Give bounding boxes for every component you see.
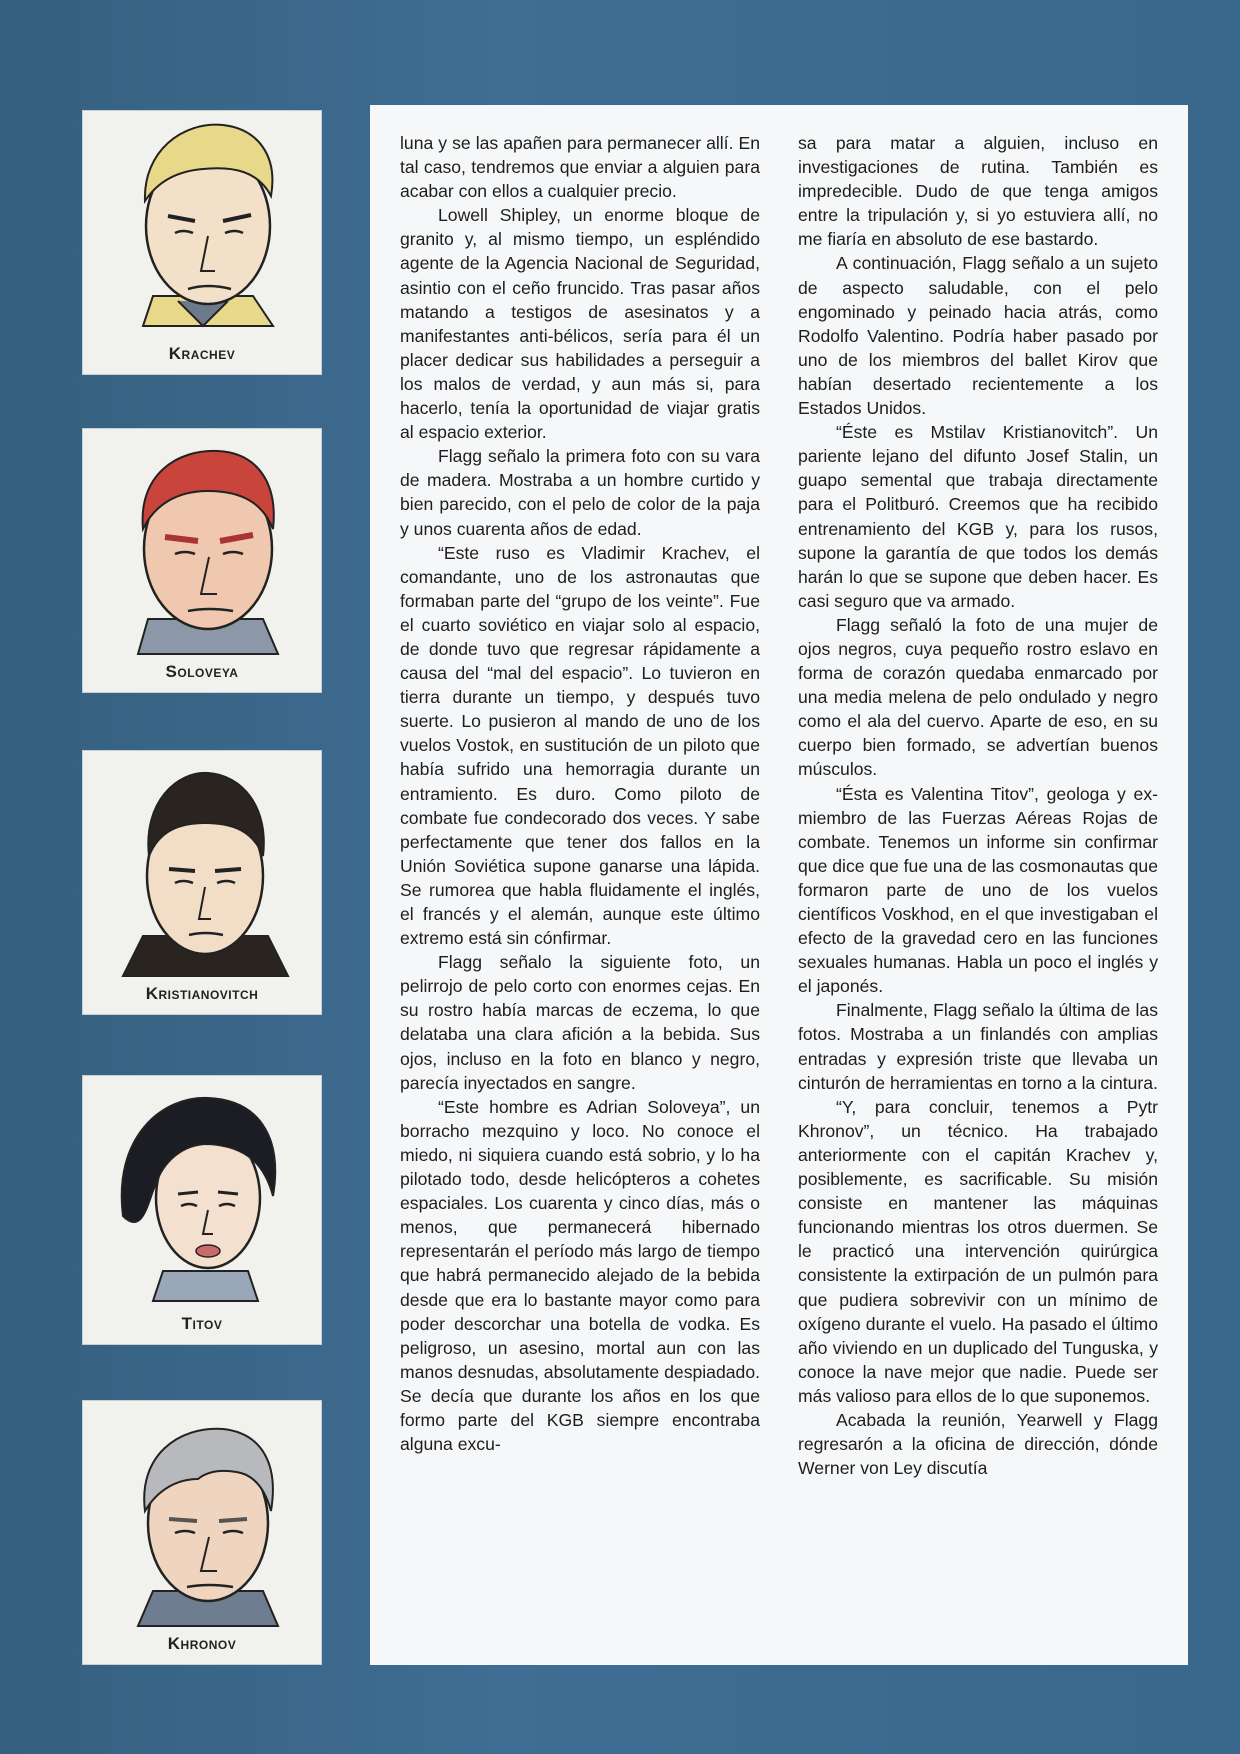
paragraph: sa para matar a alguien, incluso en investigaciones de rutina. También es impredecible. Dudo de que tenga amigos entre la tripulación y, si yo estuviera allí, no me fiaría en absoluto de ese bastardo. xyxy=(798,133,1158,250)
portrait-krachev xyxy=(82,110,322,375)
kristianovitch-face-illustration xyxy=(83,751,323,981)
portrait-soloveya xyxy=(82,428,322,693)
soloveya-face-illustration xyxy=(83,429,323,659)
paragraph: “Éste es Mstilav Kristianovitch”. Un pariente lejano del difunto Josef Stalin, un guapo semental que trabaja directamente para el Politburó. Creemos que ha recibido entrenamiento del KGB y, para los rusos, supone la garantía de que todos los demás harán lo que se supone que deben hacer. Es casi seguro que va armado. xyxy=(798,422,1158,611)
portrait-khronov xyxy=(82,1400,322,1665)
paragraph: A continuación, Flagg señalo a un sujeto de aspecto saludable, con el pelo engominado y peinado hacia atrás, como Rodolfo Valentino. Podría haber pasado por uno de los miembros del ballet Kirov que habían desertado recientemente a los Estados Unidos. xyxy=(798,253,1158,419)
portrait-kristianovitch xyxy=(82,750,322,1015)
portrait-name-khronov: Khronov xyxy=(167,1634,237,1653)
paragraph: “Y, para concluir, tenemos a Pytr Khronov”, un técnico. Ha trabajado anteriormente con el capitán Krachev y, posiblemente, es sacrificable. Su misión consiste en mantener las máquinas funcionando mientras los otros duermen. Se le practicó una intervención quirúrgica consistente la extirpación de un pulmón para que pudiera sobrevivir con un mínimo de oxígeno durante el vuelo. Ha pasado el último año viviendo en un duplicado del Tunguska, y conoce la nave mejor que nadie. Puede ser más valioso para ellos de lo que suponemos. xyxy=(798,1096,1158,1406)
portrait-name-titov: Titov xyxy=(181,1314,223,1333)
article-text-panel xyxy=(370,105,1188,1665)
paragraph: Finalmente, Flagg señalo la última de las fotos. Mostraba a un finlandés con amplias entradas y expresión triste que llevaba un cinturón de herramientas en torno a la cintura. xyxy=(798,1000,1158,1093)
paragraph: Flagg señaló la foto de una mujer de ojos negros, cuya pequeño rostro eslavo en forma de corazón quedaba enmarcado por una media melena de pelo ondulado y negro como el ala del cuervo. Aparte de eso, en su cuerpo bien formado, se advertían buenos músculos. xyxy=(798,614,1158,780)
text-column-left xyxy=(400,131,760,1645)
paragraph: Flagg señalo la primera foto con su vara de madera. Mostraba a un hombre curtido y bien parecido, con el pelo de color de la paja y unos cuarenta años de edad. xyxy=(400,446,760,539)
portrait-titov xyxy=(82,1075,322,1345)
paragraph: Lowell Shipley, un enorme bloque de granito y, al mismo tiempo, un espléndido agente de la Agencia Nacional de Seguridad, asintio con el ceño fruncido. Tras pasar años matando a testigos de asesinatos y a manifestantes anti-bélicos, sería para él un placer dedicar sus habilidades a perseguir a los malos de verdad, y aun más si, para hacerlo, tenía la oportunidad de viajar gratis al espacio exterior. xyxy=(400,205,760,443)
paragraph: “Ésta es Valentina Titov”, geologa y ex-miembro de las Fuerzas Aéreas Rojas de combate. Tenemos un informe sin confirmar que dice que fue una de las cosmonautas que formaron parte de uno de los vuelos científicos Voskhod, en el que investigaban el efecto de la gravedad cero en las funciones sexuales humanas. Habla un poco el inglés y el japonés. xyxy=(798,783,1158,997)
paragraph: “Este ruso es Vladimir Krachev, el comandante, uno de los astronautas que formaban parte del “grupo de los veinte”. Fue el cuarto soviético en viajar solo al espacio, de donde tuvo que regresar rápidamente a causa del “mal del espacio”. Lo tuvieron en tierra durante un tiempo, y después tuvo suerte. Lo pusieron al mando de uno de los vuelos Vostok, en sustitución de un piloto que había sufrido una hemorragia durante un entramiento. Es duro. Como piloto de combate fue condecorado dos veces. Y sabe perfectamente que tener dos fallos en la Unión Soviética supone ganarse una lápida. Se rumorea que habla fluidamente el inglés, el francés y el alemán, aunque este último extremo está sin cónfirmar. xyxy=(400,542,760,949)
paragraph: “Este hombre es Adrian Soloveya”, un borracho mezquino y loco. No conoce el miedo, ni siquiera cuando está sobrio, y lo ha pilotado todo, desde helicópteros a cohetes espaciales. Los cuarenta y cinco días, más o menos, que permanecerá hibernado representarán el período más largo de tiempo que habrá permanecido alejado de la bebida desde que era lo bastante mayor como para poder descorchar una botella de vodka. Es peligroso, un asesino, mortal aun con las manos desnudas, absolutamente despiadado. Se decía que durante los años en los que formo parte del KGB siempre encontraba alguna excu- xyxy=(400,1096,760,1455)
portrait-name-kristianovitch: Kristianovitch xyxy=(145,984,259,1003)
titov-face-illustration xyxy=(83,1076,323,1306)
portrait-name-krachev: Krachev xyxy=(168,344,236,363)
paragraph: Acabada la reunión, Yearwell y Flagg regresarón a la oficina de dirección, dónde Werner von Ley discutía xyxy=(798,1409,1158,1479)
text-column-right xyxy=(798,131,1158,1645)
krachev-face-illustration xyxy=(83,111,323,341)
paragraph: Flagg señalo la siguiente foto, un pelirrojo de pelo corto con enormes cejas. En su rostro había marcas de eczema, lo que delataba una clara afición a la bebida. Sus ojos, incluso en la foto en blanco y negro, parecía inyectados en sangre. xyxy=(400,952,760,1093)
paragraph: luna y se las apañen para permanecer allí. En tal caso, tendremos que enviar a alguien para acabar con ellos a cualquier precio. xyxy=(400,133,760,202)
khronov-face-illustration xyxy=(83,1401,323,1631)
portrait-name-soloveya: Soloveya xyxy=(165,662,239,681)
